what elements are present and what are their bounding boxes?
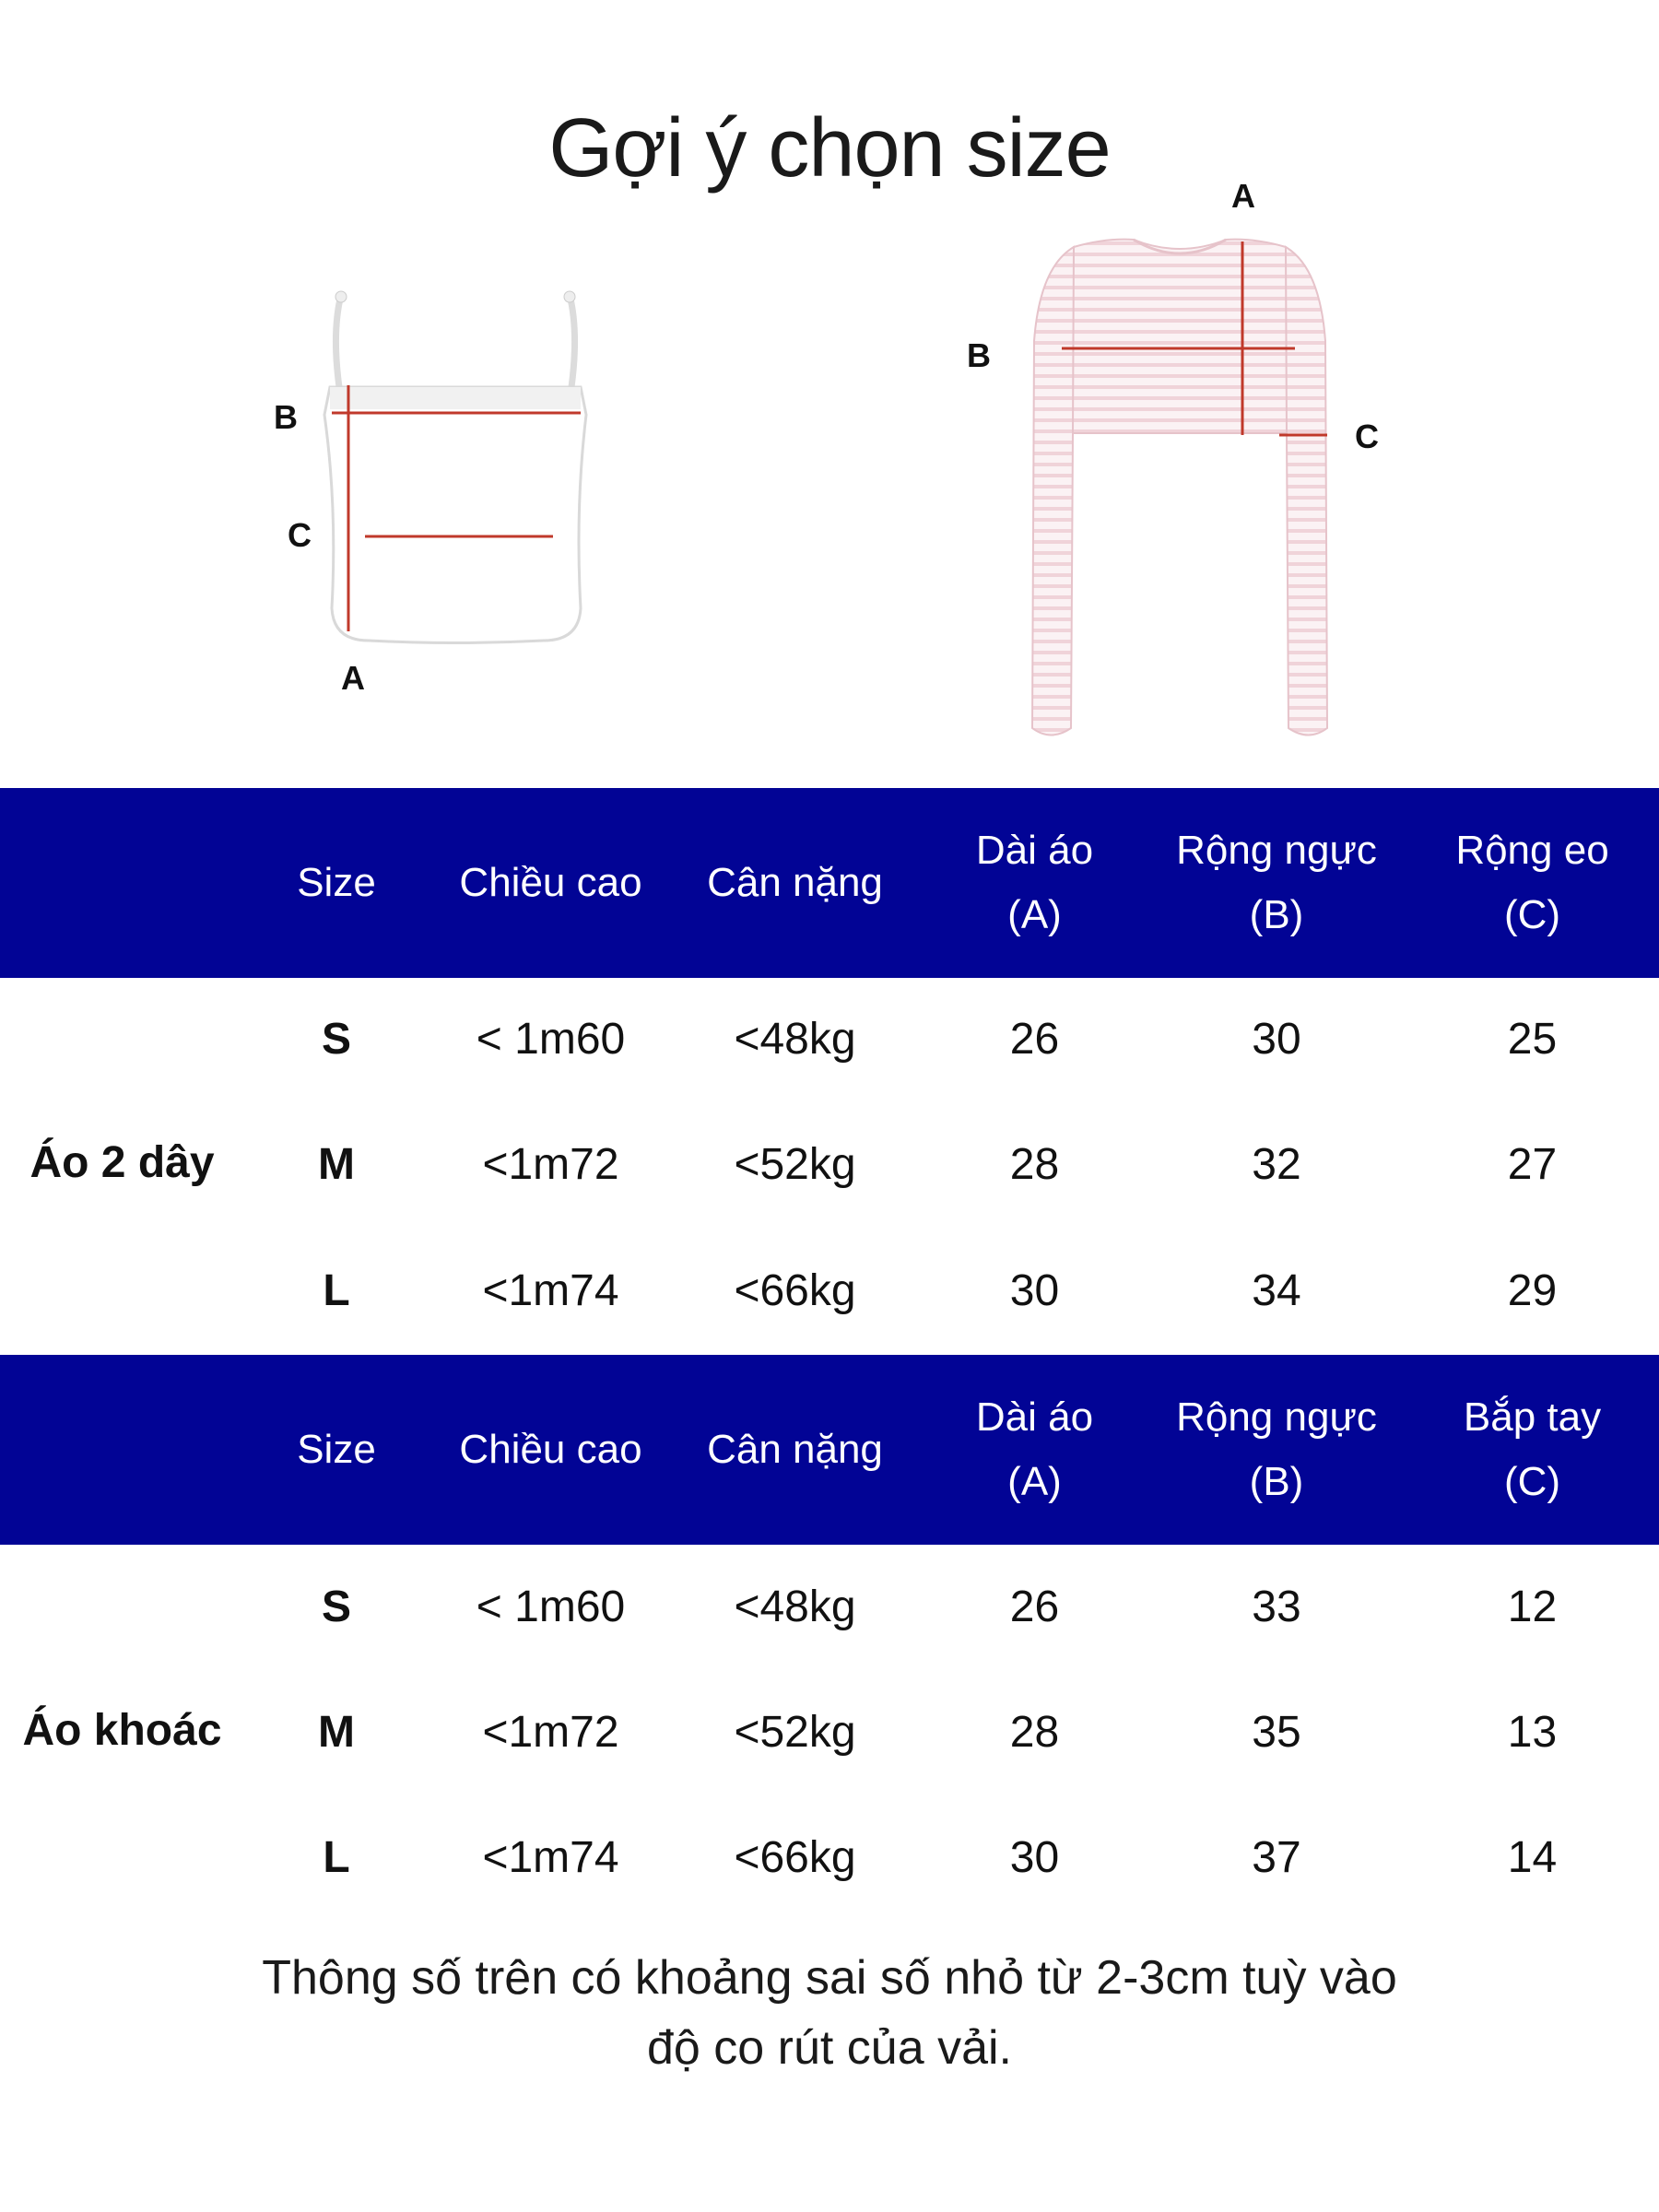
page-title: Gợi ý chọn size — [548, 102, 1111, 194]
header-chest: Rộng ngực (B) — [1176, 1394, 1377, 1504]
header-length: Dài áo (A) — [975, 828, 1094, 937]
table-2-group-label: Áo khoác — [22, 1706, 222, 1755]
t1-row-s-height: < 1m60 — [476, 1015, 626, 1064]
t2-row-l-weight: <66kg — [734, 1833, 856, 1882]
t2-row-s-a: 26 — [1009, 1583, 1060, 1631]
note-line-1: Thông số trên có khoảng sai số nhỏ từ 2-3cm tuỳ vào — [262, 1951, 1397, 2005]
camisole-icon — [304, 276, 608, 664]
header-height: Chiều cao — [459, 860, 642, 905]
t2-row-m-size: M — [318, 1708, 355, 1757]
t2-row-s-b: 33 — [1252, 1583, 1301, 1631]
header-weight: Cân nặng — [707, 1427, 883, 1472]
table-2-header — [0, 1355, 1659, 1545]
t2-row-l-a: 30 — [1009, 1833, 1060, 1882]
header-length: Dài áo (A) — [975, 1394, 1094, 1504]
note-line-2: độ co rút của vải. — [647, 2021, 1012, 2075]
header-height: Chiều cao — [459, 1427, 642, 1472]
t1-row-m-height: <1m72 — [482, 1140, 619, 1189]
camisole-label-b: B — [274, 398, 298, 436]
t2-row-m-c: 13 — [1507, 1708, 1558, 1757]
t1-row-l-c: 29 — [1507, 1266, 1558, 1315]
cardigan-label-c: C — [1355, 418, 1379, 455]
t1-row-s-c: 25 — [1507, 1015, 1558, 1064]
header-weight: Cân nặng — [707, 860, 883, 905]
t1-row-m-weight: <52kg — [734, 1140, 856, 1189]
t2-row-m-height: <1m72 — [482, 1708, 619, 1757]
t2-row-l-height: <1m74 — [482, 1833, 619, 1882]
cardigan-label-b: B — [967, 336, 991, 374]
t1-row-l-size: L — [323, 1266, 350, 1315]
t2-row-s-weight: <48kg — [734, 1583, 856, 1631]
t1-row-m-size: M — [318, 1140, 355, 1189]
header-chest: Rộng ngực (B) — [1176, 828, 1377, 937]
measurement-note — [0, 1943, 1659, 2083]
t1-row-l-a: 30 — [1009, 1266, 1060, 1315]
t2-row-m-b: 35 — [1252, 1708, 1301, 1757]
t2-row-m-a: 28 — [1009, 1708, 1060, 1757]
t1-row-s-size: S — [321, 1015, 351, 1064]
header-size: Size — [297, 1427, 376, 1472]
t1-row-l-height: <1m74 — [482, 1266, 619, 1315]
header-arm: Bắp tay (C) — [1463, 1394, 1602, 1504]
table-1-header — [0, 788, 1659, 978]
t1-row-s-weight: <48kg — [734, 1015, 856, 1064]
cropped-cardigan-icon — [1014, 230, 1346, 756]
header-size: Size — [297, 860, 376, 905]
t1-row-s-b: 30 — [1252, 1015, 1301, 1064]
header-waist: Rộng eo (C) — [1455, 828, 1609, 937]
t1-row-s-a: 26 — [1009, 1015, 1060, 1064]
t2-row-s-height: < 1m60 — [476, 1583, 626, 1631]
t1-row-m-a: 28 — [1009, 1140, 1060, 1189]
t2-row-l-size: L — [323, 1833, 350, 1882]
t2-row-l-b: 37 — [1252, 1833, 1301, 1882]
camisole-figure — [304, 276, 608, 664]
t1-row-m-b: 32 — [1252, 1140, 1301, 1189]
t2-row-l-c: 14 — [1507, 1833, 1558, 1882]
t1-row-l-b: 34 — [1252, 1266, 1301, 1315]
table-1-group-label: Áo 2 dây — [29, 1138, 215, 1187]
cardigan-label-a: A — [1231, 177, 1255, 215]
t1-row-m-c: 27 — [1507, 1140, 1558, 1189]
t2-row-s-c: 12 — [1507, 1583, 1558, 1631]
camisole-label-a: A — [341, 659, 365, 697]
t1-row-l-weight: <66kg — [734, 1266, 856, 1315]
camisole-label-c: C — [288, 516, 312, 554]
t2-row-m-weight: <52kg — [734, 1708, 856, 1757]
t2-row-s-size: S — [321, 1583, 351, 1631]
cardigan-figure — [1014, 230, 1346, 756]
